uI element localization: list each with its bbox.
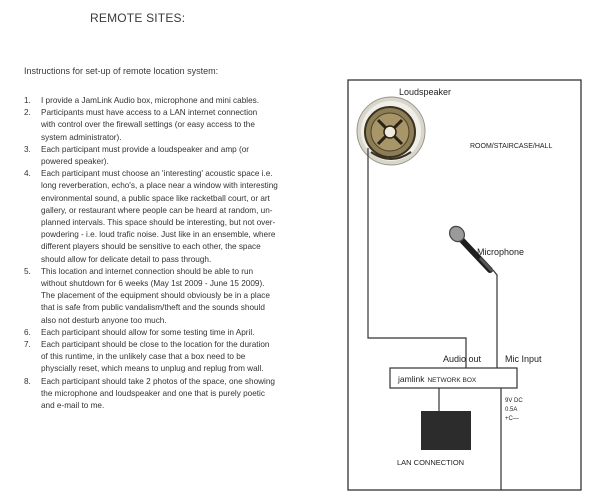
instruction-number: 5. (24, 266, 31, 276)
instruction-number: 7. (24, 340, 31, 350)
instruction-text: I provide a JamLink Audio box, microphone and mini cables. (41, 96, 259, 105)
instruction-number: 4. (24, 169, 31, 179)
power-spec-line-3: +C— (505, 416, 519, 422)
instruction-number: 6. (24, 327, 31, 337)
instruction-number: 1. (24, 96, 31, 105)
instruction-text: Each participant should take 2 photos of the space, one showing the microphone and loudspeaker and one that is purely poetic and e-mail to me. (41, 376, 275, 411)
instruction-number: 2. (24, 108, 31, 118)
page-title: REMOTE SITES: (90, 11, 186, 25)
loudspeaker-label: Loudspeaker (399, 87, 452, 97)
microphone-label: Microphone (477, 247, 525, 257)
lan-connection-block (421, 411, 471, 450)
instruction-text: Each participant should allow for some testing time in April. (41, 327, 255, 337)
power-spec-line-1: 9V DC (505, 398, 523, 404)
mic-cable (493, 270, 497, 368)
instruction-number: 3. (24, 144, 31, 154)
instruction-text: Each participant must provide a loudspeaker and amp (or powered speaker). (41, 144, 249, 167)
instruction-text: Participants must have access to a LAN internet connection with control over the firewall settings (or easy access to the system administrator). (41, 108, 258, 142)
lan-connection-label: LAN CONNECTION (397, 458, 465, 467)
instruction-text: Each participant must choose an 'interesting' acoustic space i.e. long reverberation, echo's, a place near a window with interesting environmental sound, a public space like racketball court, or art gallery, or restaurant where people can be heard at random, un- planned intervals. This space should be interesting, but not over- powdering - i.e. loud trafic noise. Just like in an ensemble, where different players should be sensitive to each other, the space should allow for delicate detail to pass through. (41, 169, 278, 264)
instruction-text: Each participant should be close to the location for the duration of this runtime, in the unlikely case that a box need to be physcially reset, which means to unplug and replug from wall. (41, 340, 270, 374)
speaker-cable (368, 148, 466, 368)
instruction-text: This location and internet connection should be able to run without shutdown for 6 weeks (May 1st 2009 - June 15 2009). The placement of the equipment should obviously be in a place that is safe from public vandalism/theft and the sounds should also not desturb anyone too much. (41, 266, 270, 325)
instruction-number: 8. (24, 376, 31, 386)
audio-out-label: Audio out (443, 354, 482, 364)
mic-input-label: Mic Input (505, 354, 542, 364)
loudspeaker-icon (357, 97, 425, 165)
power-spec-line-2: 0.5A (505, 407, 518, 413)
network-box-label: jamlink NETWORK BOX (398, 374, 477, 384)
intro-text: Instructions for set-up of remote location system: (24, 66, 219, 76)
room-label: ROOM/STAIRCASE/HALL (470, 143, 553, 150)
